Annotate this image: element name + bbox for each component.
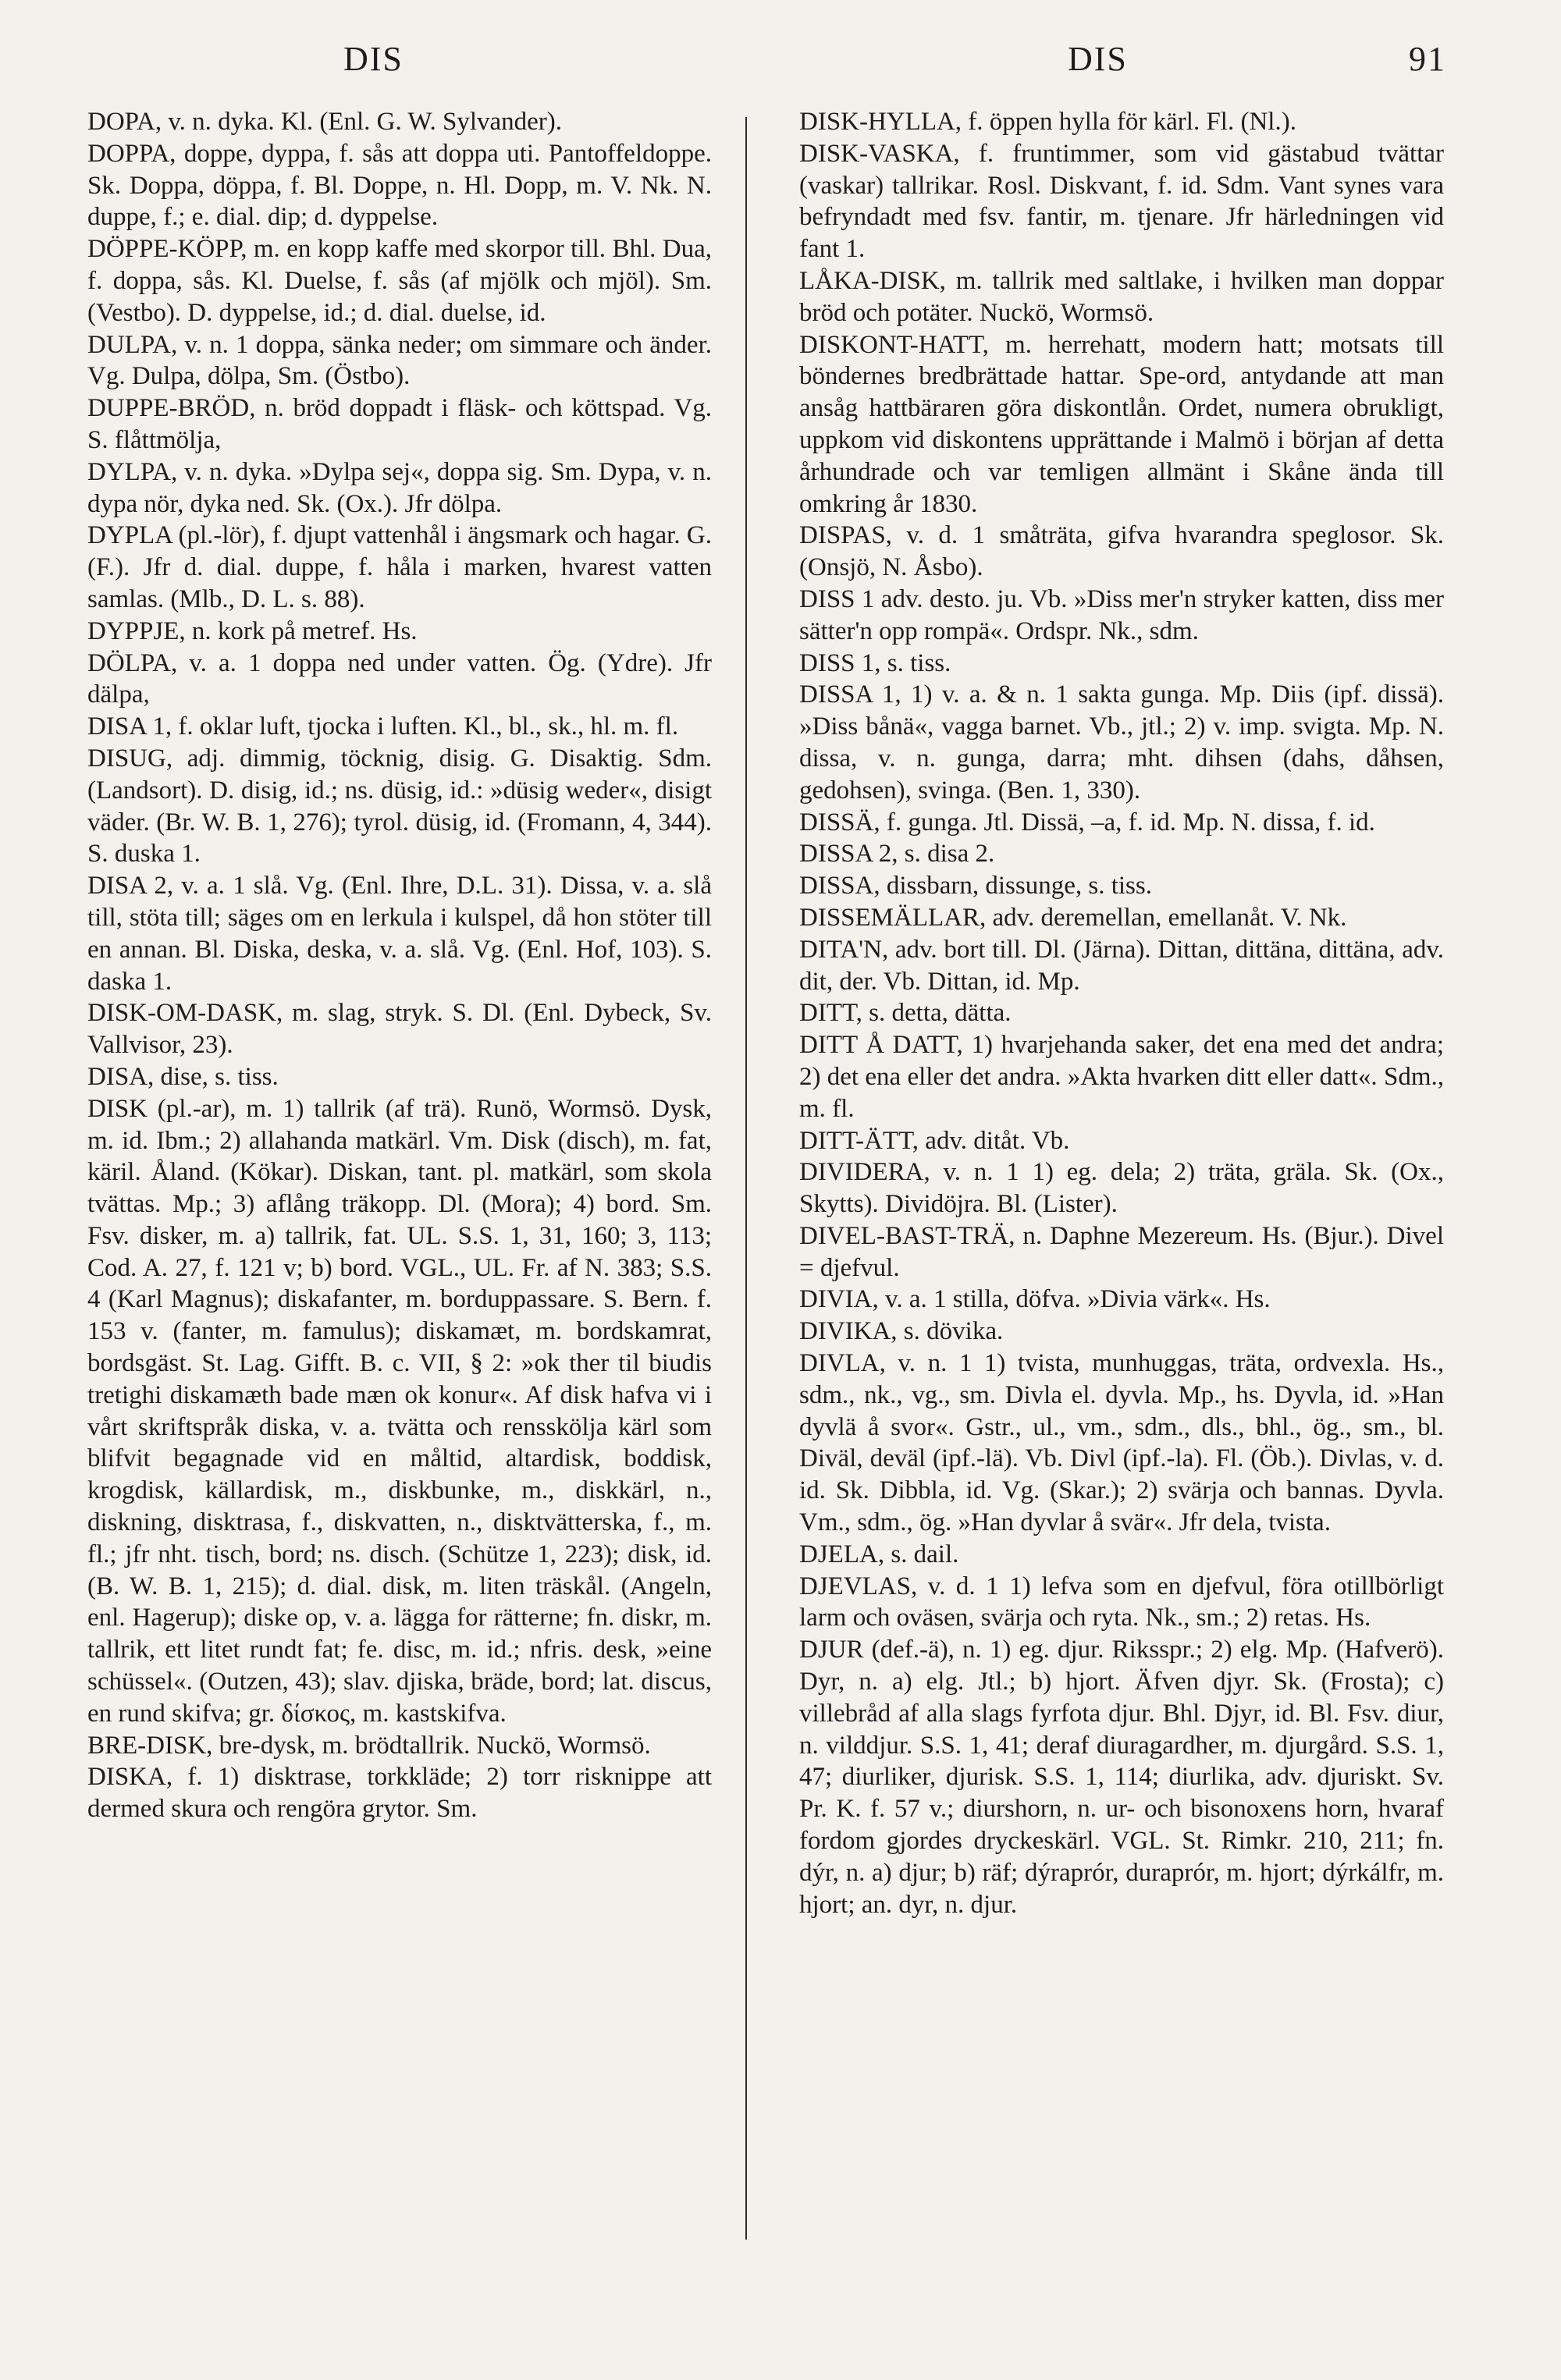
dictionary-entry: DIVEL-BAST-TRÄ, n. Daphne Mezereum. Hs. (Bjur.). Divel = djefvul. — [799, 1221, 1444, 1282]
dictionary-entry: DISKONT-HATT, m. herrehatt, modern hatt; motsats till böndernes bredbrättade hattar. Spe-ord, antydande att man ansåg hattbäraren göra diskontlån. Ordet, numera obrukligt, uppkom vid diskontens upprättande i Malmö i början af detta århundrade och var temligen allmänt i Skåne ända till omkring år 1830. — [799, 330, 1444, 518]
right-column — [799, 106, 1444, 1920]
dictionary-entry: DISS 1 adv. desto. ju. Vb. »Diss mer'n stryker katten, diss mer sätter'n opp rompä«. Ordspr. Nk., sdm. — [799, 584, 1444, 645]
dictionary-entry: DITT, s. detta, dätta. — [799, 999, 1012, 1028]
dictionary-entry: DISS 1, s. tiss. — [799, 648, 951, 677]
dictionary-entry: DISK (pl.-ar), m. 1) tallrik (af trä). Runö, Wormsö. Dysk, m. id. Ibm.; 2) allahanda matkärl. Vm. Disk (disch), m. fat, käril. Åland. (Kökar). Diskan, tant. pl. matkärl, som skola tvättas. Mp.; 3) aflång träkopp. Dl. (Mora); 4) bord. Sm. Fsv. disker, m. a) tallrik, fat. UL. S.S. 1, 31, 160; 3, 113; Cod. A. 27, f. 121 v; b) bord. VGL., UL. Fr. af N. 383; S.S. 4 (Karl Magnus); diskafanter, m. borduppassare. S. Bern. f. 153 v. (fanter, m. famulus); diskamæt, m. bordskamrat, bordsgäst. St. Lag. Gifft. B. c. VII, § 2: »ok ther til biudis tretighi diskamæth bade mæn ok konur«. Af disk hafva vi i vårt skriftspråk diska, v. a. tvätta och rensskölja kärl som blifvit begagnade vid en måltid, altardisk, boddisk, krogdisk, källardisk, m., diskbunke, m., diskkärl, n., diskning, disktrasa, f., diskvatten, n., disktvätterska, f., m. fl.; jfr nht. tisch, bord; ns. disch. (Schütze 1, 223); disk, id. (B. W. B. 1, 215); d. dial. disk, m. liten träskål. (Angeln, enl. Hagerup); diske op, v. a. lägga for rätterne; fn. diskr, m. tallrik, ett litet rundt fat; fe. disc, m. id.; nfris. desk, »eine schüssel«. (Outzen, 43); slav. djiska, bräde, bord; lat. discus, en rund skifva; gr. δίσκος, m. kastskifva. — [87, 1094, 712, 1728]
dictionary-entry: DISK-OM-DASK, m. slag, stryk. S. Dl. (Enl. Dybeck, Sv. Vallvisor, 23). — [87, 999, 712, 1060]
dictionary-entry: BRE-DISK, bre-dysk, m. brödtallrik. Nuckö, Wormsö. — [87, 1731, 651, 1760]
dictionary-entry: DISPAS, v. d. 1 småträta, gifva hvarandra speglosor. Sk. (Onsjö, N. Åsbo). — [799, 521, 1444, 582]
dictionary-entry: DIVIKA, s. dövika. — [799, 1317, 1004, 1346]
dictionary-entry: DISA 1, f. oklar luft, tjocka i luften. Kl., bl., sk., hl. m. fl. — [87, 712, 679, 741]
dictionary-entry: LÅKA-DISK, m. tallrik med saltlake, i hvilken man doppar bröd och potäter. Nuckö, Wormsö. — [799, 266, 1444, 327]
column-divider — [745, 117, 747, 2240]
dictionary-entry: DOPA, v. n. dyka. Kl. (Enl. G. W. Sylvander). — [87, 108, 563, 136]
dictionary-entry: DIVIDERA, v. n. 1 1) eg. dela; 2) träta, gräla. Sk. (Ox., Skytts). Dividöjra. Bl. (Lister). — [799, 1158, 1444, 1219]
dictionary-entry: DISK-VASKA, f. fruntimmer, som vid gästabud tvättar (vaskar) tallrikar. Rosl. Diskvant, f. id. Sdm. Vant synes vara befryndadt med fsv. fantir, m. tjenare. Jfr härledningen vid fant 1. — [799, 139, 1444, 264]
dictionary-entry: DISKA, f. 1) disktrase, torkkläde; 2) torr risknippe att dermed skura och rengöra grytor. Sm. — [87, 1763, 712, 1824]
dictionary-entry: DISA 2, v. a. 1 slå. Vg. (Enl. Ihre, D.L. 31). Dissa, v. a. slå till, stöta till; säges om en lerkula i kulspel, då hon stöter till en annan. Bl. Diska, deska, v. a. slå. Vg. (Enl. Hof, 103). S. daska 1. — [87, 872, 712, 996]
dictionary-entry: DISA, dise, s. tiss. — [87, 1062, 279, 1091]
dictionary-entry: DUPPE-BRÖD, n. bröd doppadt i fläsk- och köttspad. Vg. S. flåttmölja, — [87, 394, 712, 454]
dictionary-entry: DYPLA (pl.-lör), f. djupt vattenhål i ängsmark och hagar. G. (F.). Jfr d. dial. duppe, f. håla i marken, hvarest vatten samlas. (Mlb., D. L. s. 88). — [87, 521, 712, 613]
dictionary-entry: DIVIA, v. a. 1 stilla, döfva. »Divia värk«. Hs. — [799, 1285, 1271, 1314]
dictionary-entry: DITT-ÄTT, adv. ditåt. Vb. — [799, 1126, 1070, 1155]
dictionary-entry: DULPA, v. n. 1 doppa, sänka neder; om simmare och änder. Vg. Dulpa, dölpa, Sm. (Östbo). — [87, 330, 712, 391]
dictionary-entry: DISSÄ, f. gunga. Jtl. Dissä, –a, f. id. Mp. N. dissa, f. id. — [799, 808, 1375, 837]
dictionary-entry: DISSA 1, 1) v. a. & n. 1 sakta gunga. Mp. Diis (ipf. dissä). »Diss bånä«, vagga barnet. Vb., jtl.; 2) v. imp. svigta. Mp. N. dissa, v. n. gunga, darra; mht. dihsen (dahs, dåhsen, gedohsen), svinga. (Ben. 1, 330). — [799, 680, 1444, 805]
dictionary-entry: DISSA, dissbarn, dissunge, s. tiss. — [799, 872, 1152, 900]
running-head-right: DIS — [1068, 40, 1128, 78]
dictionary-entry: DISK-HYLLA, f. öppen hylla för kärl. Fl. (Nl.). — [799, 108, 1296, 136]
dictionary-entry: DYLPA, v. n. dyka. »Dylpa sej«, doppa sig. Sm. Dypa, v. n. dypa nör, dyka ned. Sk. (Ox.). Jfr dölpa. — [87, 457, 712, 518]
dictionary-entry: DJELA, s. dail. — [799, 1540, 959, 1568]
dictionary-entry: DISSEMÄLLAR, adv. deremellan, emellanåt. V. Nk. — [799, 903, 1347, 932]
running-head-left: DIS — [343, 40, 404, 78]
page-number: 91 — [1409, 40, 1446, 78]
dictionary-entry: DISSA 2, s. disa 2. — [799, 840, 995, 869]
dictionary-entry: DJUR (def.-ä), n. 1) eg. djur. Riksspr.; 2) elg. Mp. (Hafverö). Dyr, n. a) elg. Jtl.; b) hjort. Äfven djyr. Sk. (Frosta); c) villebråd af alla slags fyrfota djur. Bhl. Djyr, id. Bl. Fsv. diur, n. vilddjur. S.S. 1, 41; deraf diuragardher, m. djurgård. S.S. 1, 47; diurliker, djurisk. S.S. 1, 114; diurlika, adv. djuriskt. Sv. Pr. K. f. 57 v.; diurshorn, n. ur- och bisonoxens horn, hvaraf fordom gjordes dryckeskärl. VGL. St. Rimkr. 210, 211; fn. dýr, n. a) djur; b) räf; dýraprór, duraprór, m. hjort; dýrkálfr, m. hjort; an. dyr, n. djur. — [799, 1636, 1444, 1919]
dictionary-entry: DIVLA, v. n. 1 1) tvista, munhuggas, träta, ordvexla. Hs., sdm., nk., vg., sm. Divla el. dyvla. Mp., hs. Dyvla, id. »Han dyvlä å svor«. Gstr., ul., vm., sdm., dls., bhl., ög., sm., bl. Diväl, deväl (ipf.-lä). Vb. Divl (ipf.-la). Fl. (Öb.). Divlas, v. d. id. Sk. Dibbla, id. Vg. (Skar.); 2) svärja och bannas. Dyvla. Vm., sdm., ög. »Han dyvlar å svär«. Jfr dela, tvista. — [799, 1349, 1444, 1537]
dictionary-entry: DYPPJE, n. kork på metref. Hs. — [87, 616, 418, 645]
dictionary-entry: DOPPA, doppe, dyppa, f. sås att doppa uti. Pantoffeldoppe. Sk. Doppa, döppa, f. Bl. Doppe, n. Hl. Dopp, m. V. Nk. N. duppe, f.; e. dial. dip; d. dyppelse. — [87, 139, 712, 232]
dictionary-entry: DÖPPE-KÖPP, m. en kopp kaffe med skorpor till. Bhl. Dua, f. doppa, sås. Kl. Duelse, f. sås (af mjölk och mjöl). Sm. (Vestbo). D. dyppelse, id.; d. dial. duelse, id. — [87, 235, 712, 327]
dictionary-entry: DJEVLAS, v. d. 1 1) lefva som en djefvul, föra otillbörligt larm och oväsen, svärja och ryta. Nk., sm.; 2) retas. Hs. — [799, 1572, 1444, 1632]
dictionary-entry: DISUG, adj. dimmig, töcknig, disig. G. Disaktig. Sdm. (Landsort). D. disig, id.; ns. düsig, id.: »düsig weder«, disigt väder. (Br. W. B. 1, 276); tyrol. düsig, id. (Fromann, 4, 344). S. duska 1. — [87, 744, 712, 869]
dictionary-entry: DITA'N, adv. bort till. Dl. (Järna). Dittan, dittäna, dittäna, adv. dit, der. Vb. Dittan, id. Mp. — [799, 935, 1444, 996]
dictionary-entry: DITT Å DATT, 1) hvarjehanda saker, det ena med det andra; 2) det ena eller det andra. »Akta hvarken ditt eller datt«. Sdm., m. fl. — [799, 1031, 1444, 1123]
left-column — [87, 106, 712, 1825]
dictionary-entry: DÖLPA, v. a. 1 doppa ned under vatten. Ög. (Ydre). Jfr dälpa, — [87, 648, 712, 709]
